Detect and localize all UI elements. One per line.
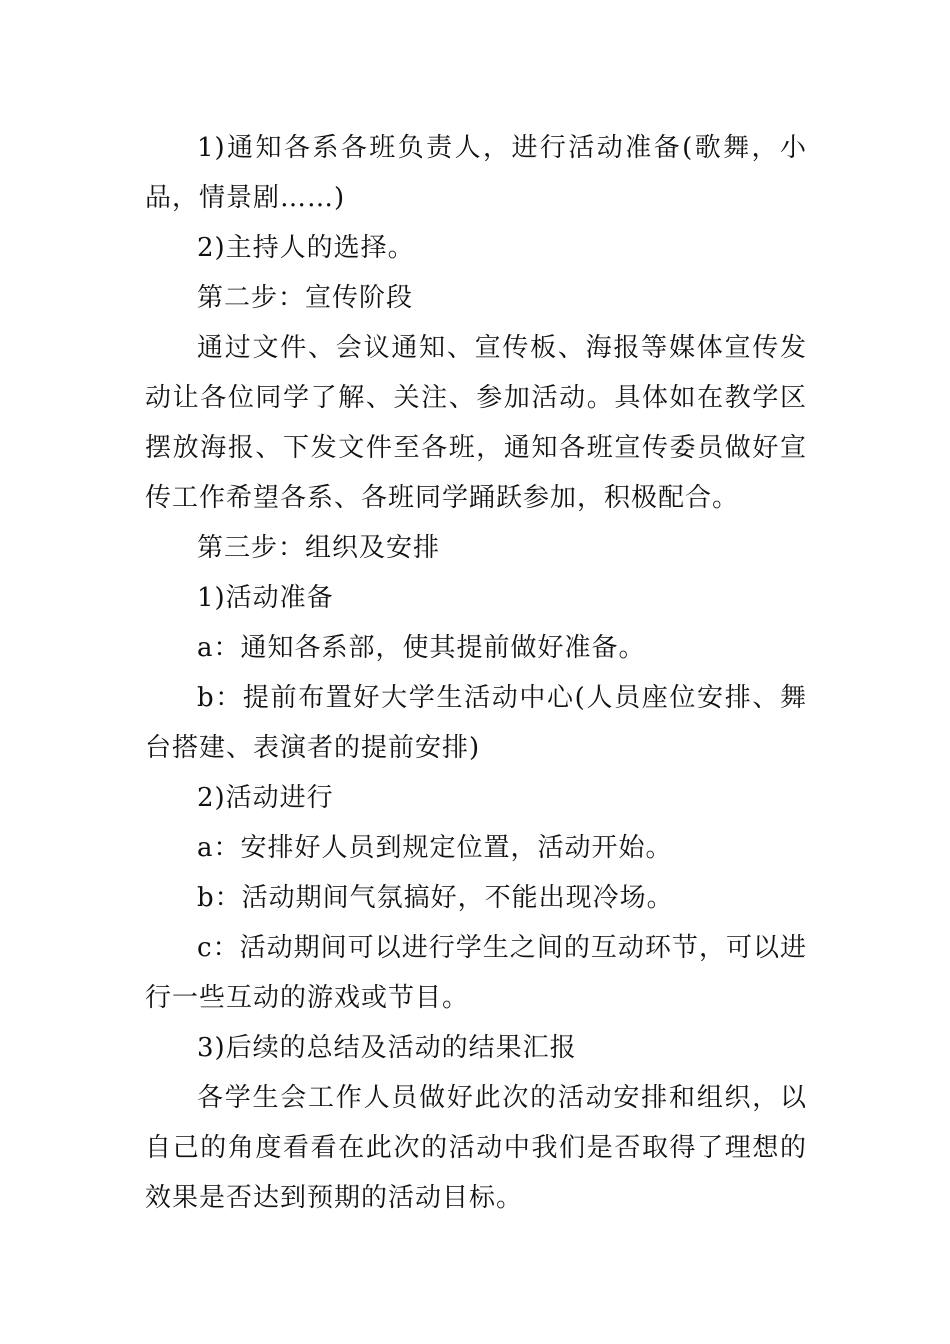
paragraph-run-c: c：活动期间可以进行学生之间的互动环节，可以进行一些互动的游戏或节目。 <box>145 933 807 1013</box>
paragraph-run-b: b：活动期间气氛搞好，不能出现冷场。 <box>197 883 674 913</box>
paragraph-host-selection: 2)主持人的选择。 <box>197 233 415 263</box>
heading-activity-prep: 1)活动准备 <box>197 583 334 613</box>
paragraph-prep-a: a：通知各系部，使其提前做好准备。 <box>197 633 646 663</box>
heading-step-three: 第三步：组织及安排 <box>197 533 441 563</box>
paragraph-run-a: a：安排好人员到规定位置，活动开始。 <box>197 833 673 863</box>
document-body <box>145 123 807 1223</box>
paragraph-summary: 各学生会工作人员做好此次的活动安排和组织，以自己的角度看看在此次的活动中我们是否取得了理想的效果是否达到预期的活动目标。 <box>145 1083 807 1213</box>
paragraph-prep-b: b：提前布置好大学生活动中心(人员座位安排、舞台搭建、表演者的提前安排) <box>145 683 807 763</box>
heading-activity-run: 2)活动进行 <box>197 783 334 813</box>
heading-summary: 3)后续的总结及活动的结果汇报 <box>197 1033 577 1063</box>
heading-step-two: 第二步：宣传阶段 <box>197 283 414 313</box>
paragraph-publicity: 通过文件、会议通知、宣传板、海报等媒体宣传发动让各位同学了解、关注、参加活动。具体如在教学区摆放海报、下发文件至各班，通知各班宣传委员做好宣传工作希望各系、各班同学踊跃参加，积极配合。 <box>145 333 807 513</box>
paragraph-prep-notify-classes: 1)通知各系各班负责人，进行活动准备(歌舞，小品，情景剧……) <box>145 133 807 213</box>
